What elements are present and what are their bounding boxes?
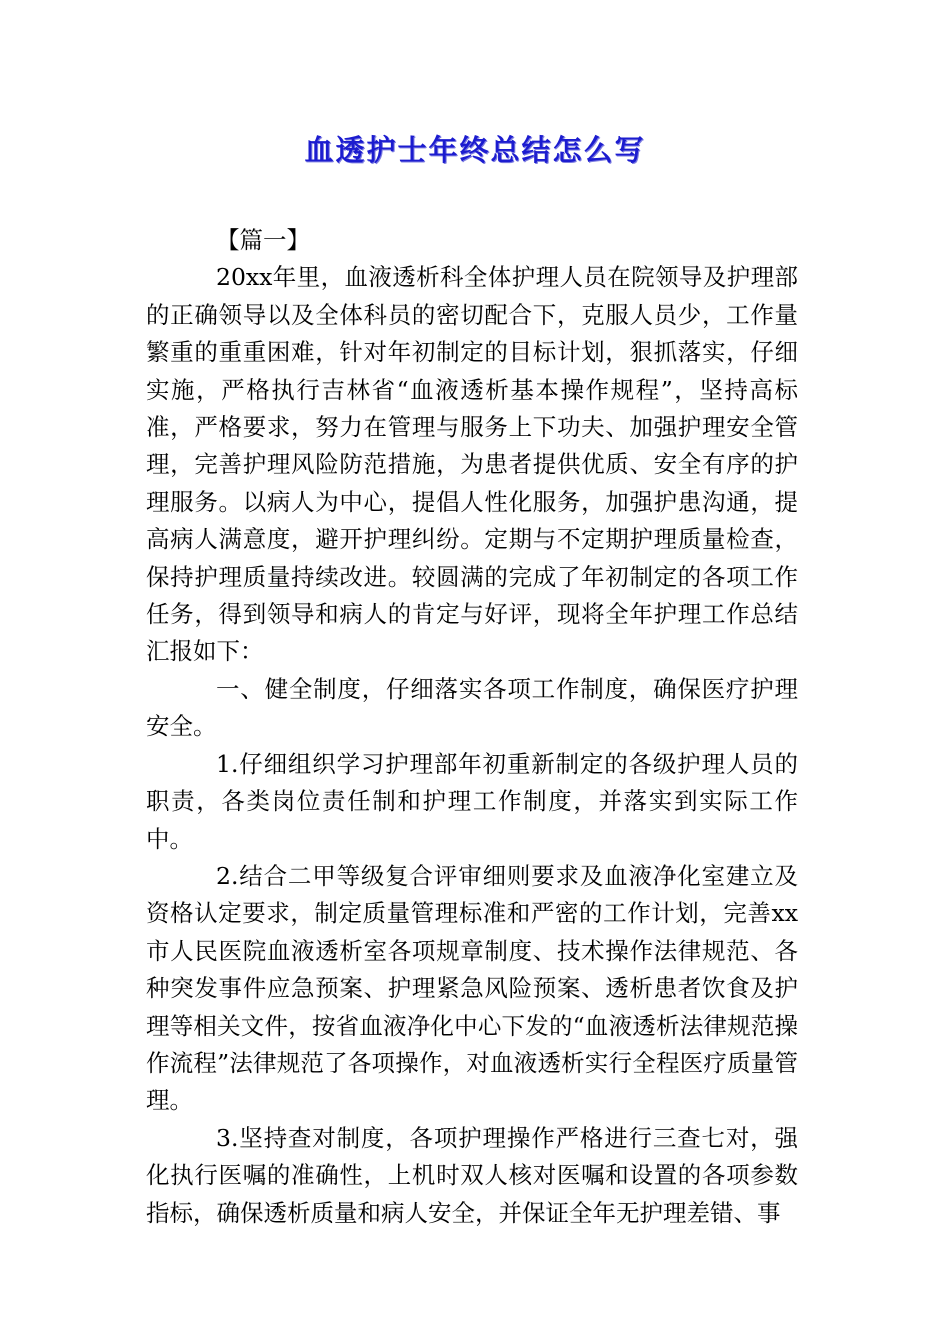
section-tag: 【篇一】 — [216, 226, 310, 254]
paragraph-intro: 20xx年里，血液透析科全体护理人员在院领导及护理部的正确领导以及全体科员的密切配合下，克服人员少，工作量繁重的重重困难，针对年初制定的目标计划，狠抓落实，仔细实施，严格执行吉林省“血液透析基本操作规程”，坚持高标准，严格要求，努力在管理与服务上下功夫、加强护理安全管理，完善护理风险防范措施，为患者提供优质、安全有序的护理服务。以病人为中心，提倡人性化服务，加强护患沟通，提高病人满意度，避开护理纠纷。定期与不定期护理质量检查，保持护理质量持续改进。较圆满的完成了年初制定的各项工作任务，得到领导和病人的肯定与好评，现将全年护理工作总结汇报如下： — [146, 263, 798, 666]
paragraph-item-2: 2.结合二甲等级复合评审细则要求及血液净化室建立及资格认定要求，制定质量管理标准和严密的工作计划，完善xx市人民医院血液透析室各项规章制度、技术操作法律规范、各种突发事件应急预案、护理紧急风险预案、透析患者饮食及护理等相关文件，按省血液净化中心下发的“血液透析法律规范操作流程”法律规范了各项操作，对血液透析实行全程医疗质量管理。 — [146, 861, 798, 1115]
document-title: 血透护士年终总结怎么写 — [304, 133, 646, 167]
paragraph-heading-1: 一、健全制度，仔细落实各项工作制度，确保医疗护理安全。 — [146, 674, 798, 741]
paragraph-item-3: 3.坚持查对制度，各项护理操作严格进行三查七对，强化执行医嘱的准确性，上机时双人核对医嘱和设置的各项参数指标，确保透析质量和病人安全，并保证全年无护理差错、事 — [146, 1123, 798, 1227]
paragraph-item-1: 1.仔细组织学习护理部年初重新制定的各级护理人员的职责，各类岗位责任制和护理工作制度，并落实到实际工作中。 — [146, 749, 798, 853]
document-body — [146, 222, 798, 1232]
